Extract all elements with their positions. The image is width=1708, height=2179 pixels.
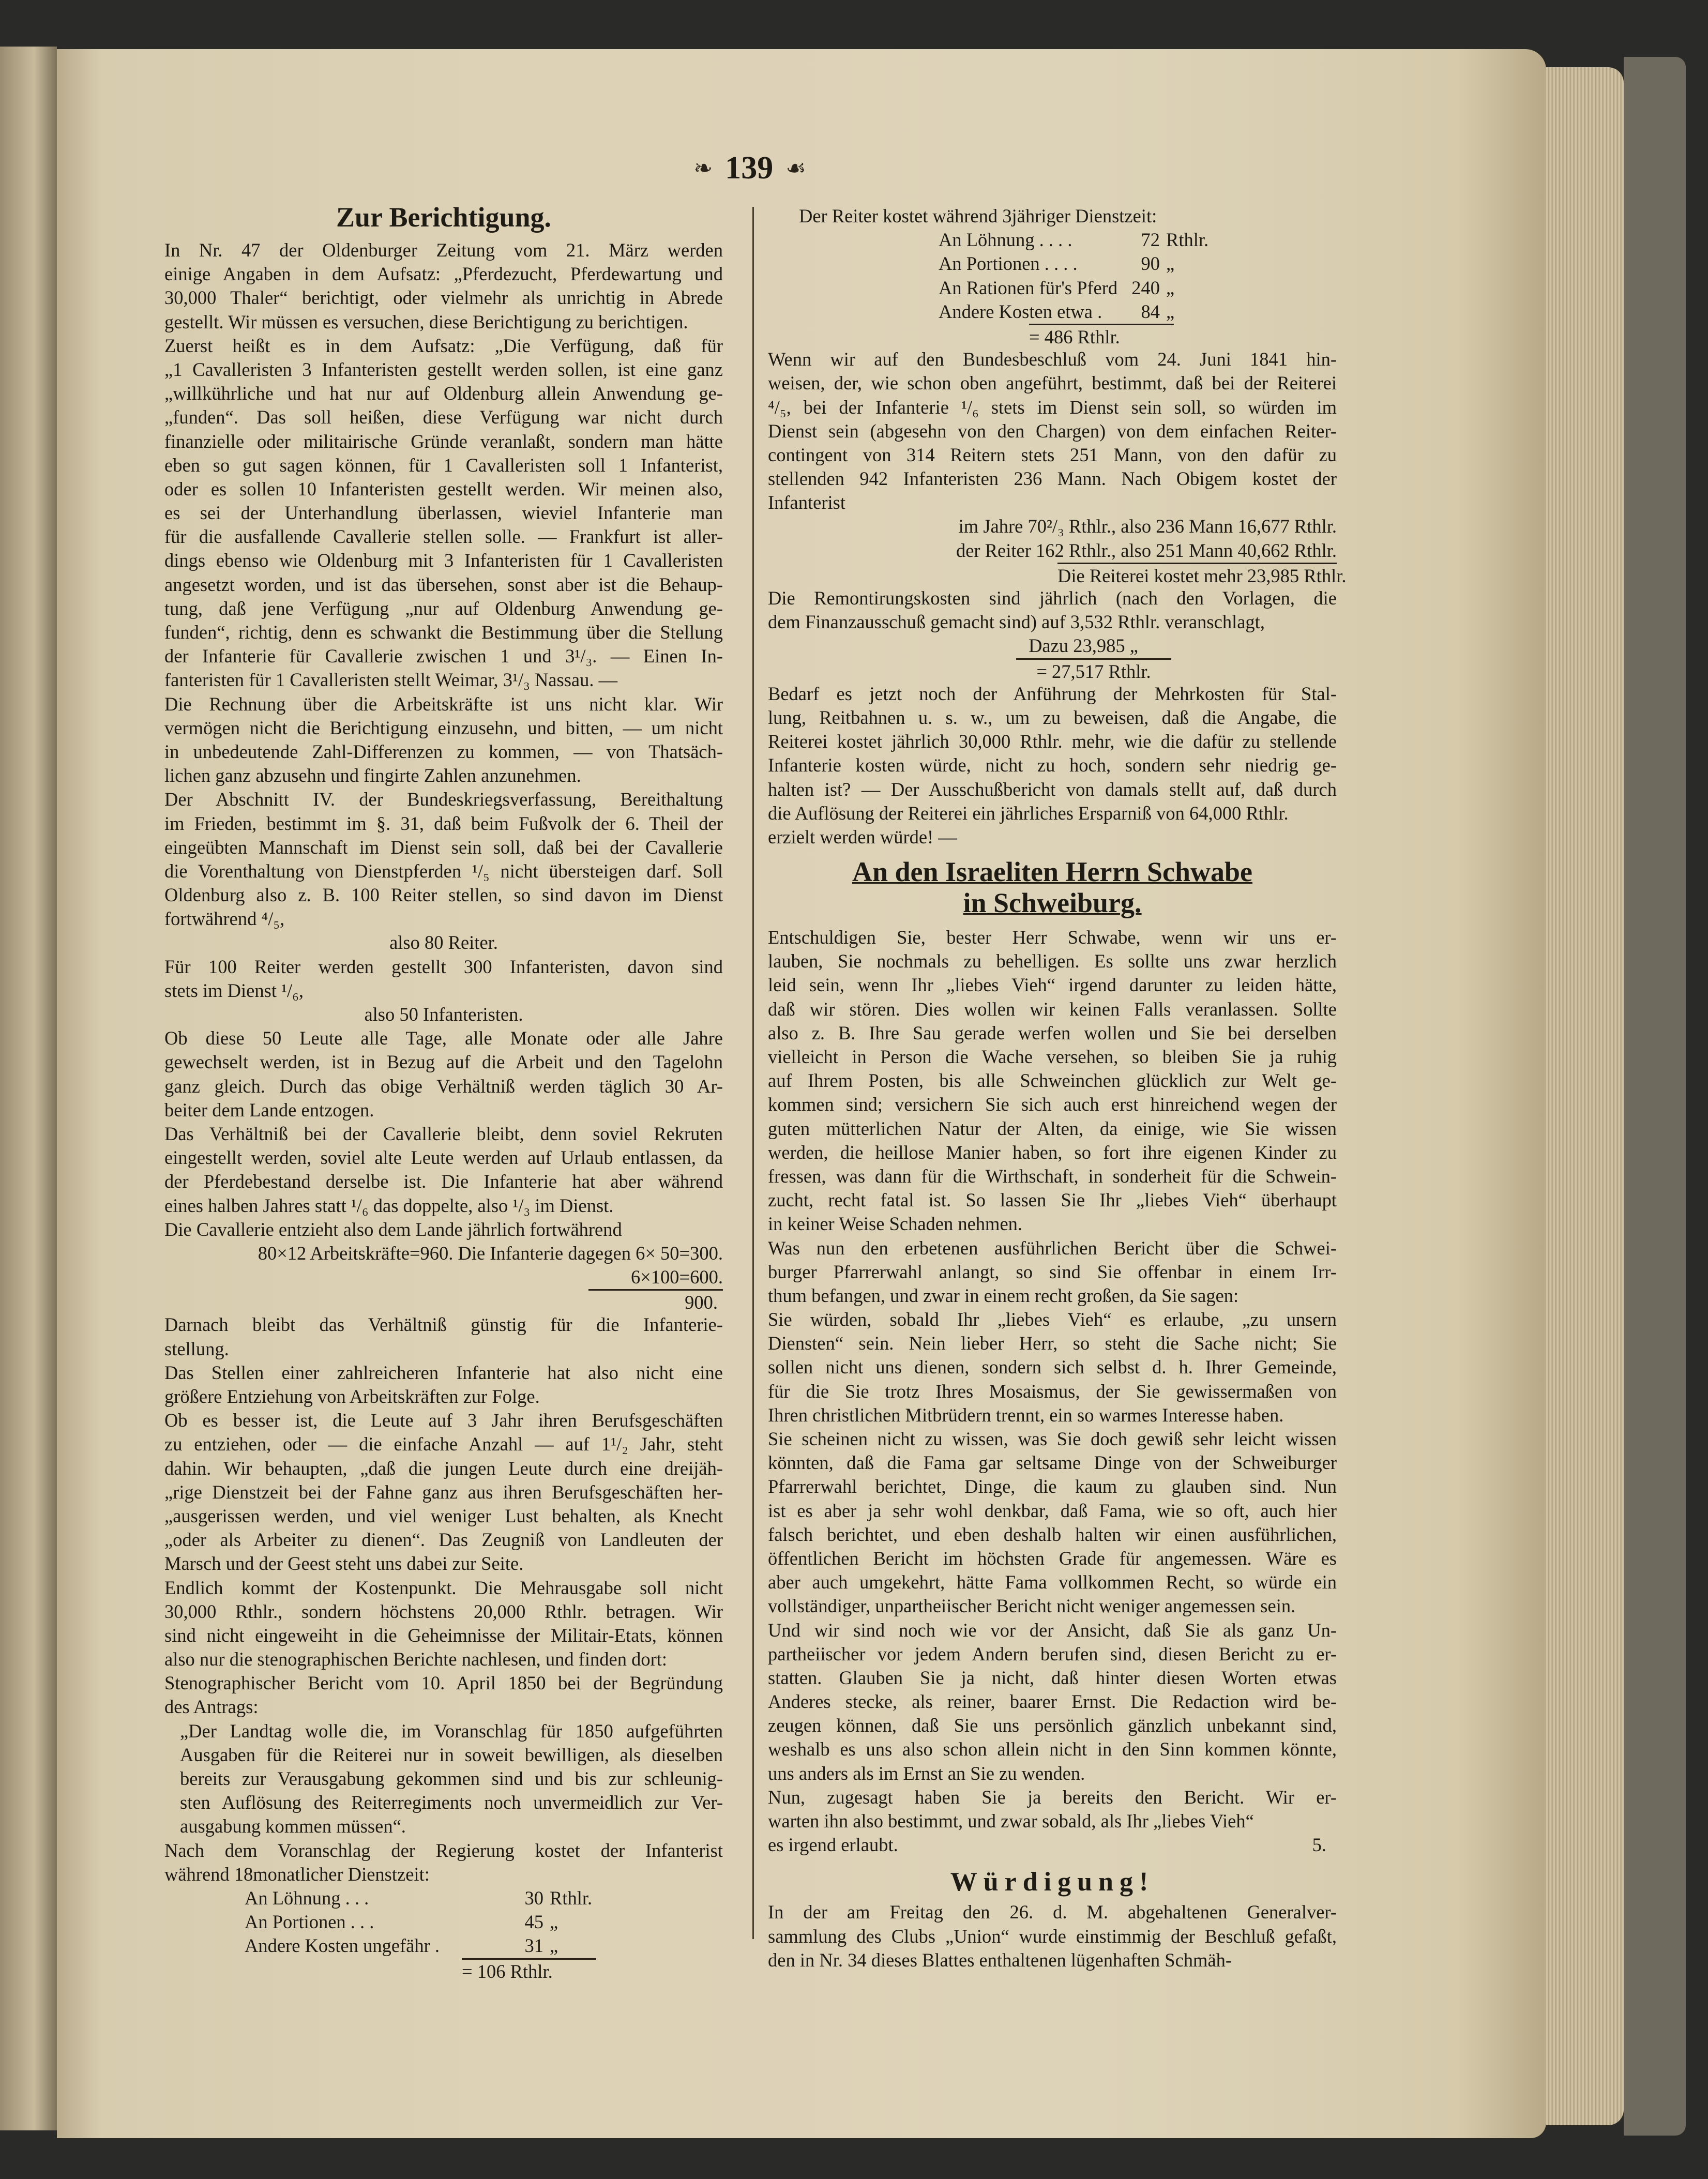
text-line: gestellt. Wir müssen es versuchen, diese Berichtigung zu berichtigen. xyxy=(164,311,688,332)
text-line-end: es irgend erlaubt. xyxy=(768,1834,898,1856)
text-line: fanteristen für 1 Cavalleristen stellt Weimar, 3¹/₃ Nassau. — xyxy=(164,669,618,691)
text-line: falsch berichtet, und eben deshalb halten wir einen ausführlichen, xyxy=(768,1523,1337,1545)
text-line: Darnach bleibt das Verhältniß günstig für die Infanterie- xyxy=(164,1314,723,1336)
text-line: vielleicht in Person die Wache versehen, so bleiben Sie ja ruhig xyxy=(768,1046,1337,1067)
text-line: leid sein, wenn Ihr „liebes Vieh“ irgend darunter zu leiden hätte, xyxy=(768,974,1337,996)
text-line: daß wir stören. Dies wollen wir keinen Falls veranlassen. Sollte xyxy=(768,998,1337,1020)
text-line: auf Ihrem Posten, bis alle Schweinchen glücklich zur Welt ge- xyxy=(768,1070,1337,1092)
text-line: contingent von 314 Reitern stets 251 Mann, von den dafür zu xyxy=(768,444,1337,465)
text-line: vollständiger, unpartheiischer Bericht nicht weniger angemessen sein. xyxy=(768,1595,1296,1617)
text-line: Nun, zugesagt haben Sie ja bereits den Bericht. Wir er- xyxy=(768,1786,1337,1808)
quoted-resolution xyxy=(164,1719,723,1839)
text-line: stellenden 942 Infanteristen 236 Mann. Nach Obigem kostet der xyxy=(768,468,1337,490)
text-line: 30,000 Rthlr., sondern höchstens 20,000 Rthlr. betragen. Wir xyxy=(164,1600,723,1622)
text-line: „1 Cavalleristen 3 Infanteristen gestellt werden sollen, ist eine ganz xyxy=(164,358,723,380)
text-line: fortwährend ⁴/₅, xyxy=(164,908,285,930)
text-line: Dienst sein (abgesehn von den Chargen) von dem einfachen Reiter- xyxy=(768,420,1337,442)
text-line xyxy=(768,1833,1337,1857)
text-line: der Infanterie für Cavallerie zwischen 1 und 3¹/₃. — Einen In- xyxy=(164,645,723,667)
text-line: Für 100 Reiter werden gestellt 300 Infanteristen, davon sind xyxy=(164,956,723,977)
text-line: Ob diese 50 Leute alle Tage, alle Monate oder alle Jahre xyxy=(164,1027,723,1049)
text-line: also 80 Reiter. xyxy=(389,932,498,954)
text-line: also z. B. Ihre Sau gerade werfen wollen und Sie bei derselben xyxy=(768,1022,1337,1043)
text-line: „funden“. Das soll heißen, diese Verfügung war nicht durch xyxy=(164,406,723,428)
ornament-left-icon: ❧ xyxy=(693,155,713,181)
article-title-berichtigung: Zur Berichtigung. xyxy=(336,202,552,233)
text-line: „rige Dienstzeit bei der Fahne ganz aus ihren Berufsgeschäften her- xyxy=(164,1481,723,1503)
text-line: den in Nr. 34 dieses Blattes enthaltenen lügenhaften Schmäh- xyxy=(768,1949,1232,1971)
text-line: während 18monatlicher Dienstzeit: xyxy=(164,1863,430,1885)
article-text-block xyxy=(164,238,723,931)
infantry-cost-total: = 106 Rthlr. xyxy=(462,1958,596,1982)
text-line: im Frieden, bestimmt im §. 31, daß beim Fußvolk der 6. Theil der xyxy=(164,812,723,834)
text-line: Ausgaben für die Reiterei nur in soweit bewilligen, als dieselben xyxy=(180,1744,723,1765)
text-line: Reiterei kostet jährlich 30,000 Rthlr. mehr, wie die dafür zu stellende xyxy=(768,731,1337,752)
text-line: Sie würden, sobald Ihr „liebes Vieh“ es erlaube, „zu unsern xyxy=(768,1309,1337,1330)
infantry-cost-table xyxy=(245,1886,723,1958)
text-line: warten ihn also bestimmt, und zwar sobald, als Ihr „liebes Vieh“ xyxy=(768,1810,1254,1832)
article-text-block xyxy=(768,926,1337,1833)
text-line: zucht, recht fatal ist. So lassen Sie Ihr „liebes Vieh“ überhaupt xyxy=(768,1189,1337,1211)
cost-unit: „ xyxy=(550,1911,558,1933)
cost-value: 30 xyxy=(524,1887,543,1909)
article-text-block xyxy=(164,1313,723,1719)
text-line: „ausgerissen werden, und viel weniger Lust behalten, als Knecht xyxy=(164,1505,723,1526)
calculation-line: 6×100=600. xyxy=(630,1266,723,1288)
text-line: des Antrags: xyxy=(164,1696,259,1718)
text-line: also 50 Infanteristen. xyxy=(364,1004,523,1025)
cost-value: 31 xyxy=(524,1935,543,1957)
cavalry-cost-total: = 486 Rthlr. xyxy=(1029,324,1174,347)
text-line: finanzielle oder militairische Gründe veranlaßt, sondern man hätte xyxy=(164,430,723,452)
page-number: 139 xyxy=(725,150,774,186)
text-line: größere Entziehung von Arbeitskräften zur Folge. xyxy=(164,1386,540,1407)
article-text-block xyxy=(164,1839,723,1886)
cost-label: An Löhnung . . . . xyxy=(939,229,1072,251)
cavalry-cost-table xyxy=(939,228,1337,324)
text-line: einige Angaben in dem Aufsatz: „Pferdezucht, Pferdewartung und xyxy=(164,263,723,285)
text-line: Diensten“ sein. Nein lieber Herr, so steht die Sache nicht; Sie xyxy=(768,1333,1337,1354)
text-line: sten Auflösung des Reiterregiments noch unvermeidlich zur Ver- xyxy=(180,1792,723,1813)
text-line: erzielt werden würde! — xyxy=(768,826,957,848)
column-divider xyxy=(752,207,754,1939)
text-line: die Auflösung der Reiterei ein jährliches Ersparniß von 64,000 Rthlr. xyxy=(768,802,1289,824)
cost-value: 240 xyxy=(1131,277,1160,298)
cost-unit: Rthlr. xyxy=(550,1887,593,1909)
cost-unit: „ xyxy=(550,1935,558,1957)
cost-unit: „ xyxy=(1166,300,1175,322)
cost-value: 45 xyxy=(524,1911,543,1933)
text-line: also nur die stenographischen Berichte nachlesen, und finden dort: xyxy=(164,1648,668,1670)
cost-label: An Rationen für's Pferd xyxy=(939,277,1118,298)
text-line: eben so gut sagen können, für 1 Cavalleristen soll 1 Infanterist, xyxy=(164,454,723,476)
text-line: Marsch und der Geest steht uns dabei zur Seite. xyxy=(164,1553,524,1575)
text-line: weisen, der, wie schon oben angeführt, bestimmt, daß bei der Reiterei xyxy=(768,372,1337,394)
text-line: dings ebenso wie Oldenburg mit 3 Infanteristen für 1 Cavalleristen xyxy=(164,550,723,571)
text-line: Entschuldigen Sie, bester Herr Schwabe, wenn wir uns er- xyxy=(768,927,1337,948)
text-line: Sie scheinen nicht zu wissen, was Sie doch gewiß sehr leicht wissen xyxy=(768,1428,1337,1449)
text-line: funden“, richtig, denn es schwankt die Bestimmung über die Stellung xyxy=(164,622,723,643)
calculation-line: im Jahre 70²/₃ Rthlr., also 236 Mann 16,677 Rthlr. xyxy=(958,516,1337,537)
article-text-block xyxy=(164,1026,723,1242)
text-line: eines halben Jahres statt ¹/₆ das doppelte, also ¹/₃ im Dienst. xyxy=(164,1194,614,1216)
text-line: dahin. Wir behaupten, „daß die jungen Leute durch eine dreijäh- xyxy=(164,1457,723,1479)
article-title-israeliten: An den Israeliten Herrn Schwabe xyxy=(852,856,1252,888)
text-line: könnten, daß die Fama gar seltsame Dinge von der Schweiburger xyxy=(768,1452,1337,1474)
text-line: ist es aber ja sehr wohl denkbar, daß Fama, wie so oft, auch hier xyxy=(768,1500,1337,1521)
text-line: „Der Landtag wolle die, im Voranschlag für 1850 aufgeführten xyxy=(180,1720,723,1742)
text-line: „oder als Arbeiter zu dienen“. Das Zeugniß von Landleuten der xyxy=(164,1529,723,1551)
text-line: guten mütterlichen Natur der Alten, da einige, wie Sie wissen xyxy=(768,1117,1337,1139)
text-line: lichen ganz abzusehn und fingirte Zahlen anzunehmen. xyxy=(164,765,581,786)
cost-unit: Rthlr. xyxy=(1166,229,1209,251)
text-line: „willkührliche und hat nur auf Oldenburg allein Anwendung ge- xyxy=(164,383,723,404)
text-line: ganz gleich. Durch das obige Verhältniß werden täglich 30 Ar- xyxy=(164,1075,723,1097)
cost-value: 72 xyxy=(1141,229,1160,251)
cost-label: An Portionen . . . . xyxy=(939,253,1078,275)
text-line: Ob es besser ist, die Leute auf 3 Jahr ihren Berufsgeschäften xyxy=(164,1410,723,1431)
text-line: beiter dem Lande entzogen. xyxy=(164,1099,374,1121)
text-line: eingestellt werden, soviel alte Leute werden auf Urlaub entlassen, da xyxy=(164,1147,723,1169)
text-line: Endlich kommt der Kostenpunkt. Die Mehrausgabe soll nicht xyxy=(164,1577,723,1598)
text-line: Zuerst heißt es in dem Aufsatz: „Die Verfügung, daß für xyxy=(164,335,723,356)
text-line: zeugen können, daß Sie uns persönlich gänzlich unbekannt sind, xyxy=(768,1715,1337,1736)
cost-value: 84 xyxy=(1141,300,1160,322)
text-line: fressen, was dann für die Wirthschaft, in sonderheit für die Schwein- xyxy=(768,1165,1337,1187)
calculation-line: 80×12 Arbeitskräfte=960. Die Infanterie dagegen 6× 50=300. xyxy=(258,1242,723,1264)
facing-page-edge xyxy=(0,47,57,2130)
text-line: aber auch umgekehrt, hätte Fama vollkommen Recht, so würde ein xyxy=(768,1571,1337,1593)
cost-label: An Löhnung . . . xyxy=(245,1887,369,1909)
text-line: für die ausfallende Cavallerie stellen solle. — Frankfurt ist aller- xyxy=(164,526,723,548)
page-stack-edge xyxy=(1546,67,1624,2125)
article-text-block xyxy=(768,682,1337,849)
text-line: es sei der Unterhandlung überlassen, wieviel Infanterie man xyxy=(164,502,723,524)
text-line: die Vorenthaltung von Dienstpferden ¹/₅ nicht übersteigen darf. Soll xyxy=(164,860,723,882)
text-line: ausgabung kommen müssen“. xyxy=(180,1815,406,1837)
text-line: Anderes stecke, als reiner, baarer Ernst. Die Redaction wird be- xyxy=(768,1691,1337,1713)
text-line: sollen nicht uns dienen, sondern sich selbst d. h. Ihrer Gemeinde, xyxy=(768,1356,1337,1378)
ornament-right-icon: ☙ xyxy=(785,155,806,181)
text-line: tung, daß jene Verfügung „nur auf Oldenburg Anwendung ge- xyxy=(164,597,723,619)
right-column xyxy=(768,204,1347,1972)
text-line: burger Pfarrerwahl anlangt, so sind Sie offenbar in einem Irr- xyxy=(768,1261,1337,1282)
text-line: oder es sollen 10 Infanteristen gestellt werden. Wir meinen also, xyxy=(164,478,723,500)
text-line: angesetzt worden, und ist das übersehen, sonst aber ist die Behaup- xyxy=(164,573,723,595)
text-line: Der Abschnitt IV. der Bundeskriegsverfassung, Bereithaltung xyxy=(164,789,723,810)
text-line: Stenographischer Bericht vom 10. April 1850 bei der Begründung xyxy=(164,1672,723,1694)
text-line: gewechselt werden, ist in Bezug auf die Arbeit und den Tagelohn xyxy=(164,1051,723,1073)
text-line: der Pferdebestand derselbe ist. Die Infanterie hat aber während xyxy=(164,1171,723,1192)
calculation-line: der Reiter 162 Rthlr., also 251 Mann 40,662 Rthlr. xyxy=(956,539,1337,561)
text-line: partheiischer vor jedem Andern berufen sind, diesen Bericht zu er- xyxy=(768,1643,1337,1664)
text-line: stets im Dienst ¹/₆, xyxy=(164,979,304,1001)
text-line: bereits zur Verausgabung gekommen sind und bis zur schleunig- xyxy=(180,1768,723,1789)
text-line: werden, die heillose Manier haben, so fort ihre eigenen Kinder zu xyxy=(768,1141,1337,1163)
text-line: eingeübten Mannschaft im Dienst sein soll, daß bei der Cavallerie xyxy=(164,836,723,858)
text-line: Wenn wir auf den Bundesbeschluß vom 24. Juni 1841 hin- xyxy=(768,349,1337,370)
text-line: Der Reiter kostet während 3jähriger Dienstzeit: xyxy=(799,205,1157,226)
text-line: öffentlichen Bericht im höchsten Grade für angemessen. Wäre es xyxy=(768,1547,1337,1569)
book-cover xyxy=(1624,57,1686,2136)
text-line: lung, Reitbahnen u. s. w., um zu beweisen, daß die Angabe, die xyxy=(768,706,1337,728)
article-text-block xyxy=(768,347,1337,515)
author-signature: 5. xyxy=(1312,1834,1326,1856)
text-line: In Nr. 47 der Oldenburger Zeitung vom 21. März werden xyxy=(164,239,723,261)
article-title-schweiburg: in Schweiburg. xyxy=(963,887,1142,919)
page-header xyxy=(641,147,858,189)
text-line: halten ist? — Der Ausschußbericht von damals stellt auf, daß durch xyxy=(768,778,1337,800)
text-line: für die Sie trotz Ihres Mosaismus, der Sie gewissermaßen von xyxy=(768,1380,1337,1402)
text-line: Die Rechnung über die Arbeitskräfte ist uns nicht klar. Wir xyxy=(164,693,723,715)
text-line: kommen sind; versichern Sie sich auch erst hinreichend wegen der xyxy=(768,1094,1337,1115)
text-line: 30,000 Thaler“ berichtigt, oder vielmehr als unrichtig in Abrede xyxy=(164,287,723,309)
text-line: Die Cavallerie entzieht also dem Lande jährlich fortwährend xyxy=(164,1218,622,1240)
article-title-wuerdigung: Würdigung! xyxy=(950,1867,1155,1897)
text-line: Oldenburg also z. B. 100 Reiter stellen, so sind davon im Dienst xyxy=(164,884,723,906)
text-line: zu entziehen, oder — die einfache Anzahl — auf 1¹/₂ Jahr, steht xyxy=(164,1433,723,1455)
text-line: dem Finanzausschuß gemacht sind) auf 3,532 Rthlr. veranschlagt, xyxy=(768,611,1265,633)
calculation-line: Die Reiterei kostet mehr 23,985 Rthlr. xyxy=(1057,563,1337,586)
text-line: weshalb es uns also schon allein nicht in den Sinn kommen könnte, xyxy=(768,1738,1337,1760)
text-line: ⁴/₅, bei der Infanterie ¹/₆ stets im Dienst sein soll, so würden im xyxy=(768,396,1337,418)
article-text-block xyxy=(768,1900,1337,1972)
text-line: Nach dem Voranschlag der Regierung kostet der Infanterist xyxy=(164,1839,723,1861)
text-line: Ihren christlichen Mitbrüdern trennt, ein so warmes Interesse haben. xyxy=(768,1404,1284,1426)
text-line: Was nun den erbetenen ausführlichen Bericht über die Schwei- xyxy=(768,1237,1337,1259)
text-line: Die Remontirungskosten sind jährlich (nach den Vorlagen, die xyxy=(768,587,1337,609)
text-line: in keiner Weise Schaden nehmen. xyxy=(768,1213,1023,1235)
article-text-block xyxy=(768,586,1337,634)
cost-unit: „ xyxy=(1166,253,1175,275)
cost-label: Andere Kosten etwa . xyxy=(939,300,1102,322)
cost-label: Andere Kosten ungefähr . xyxy=(245,1935,440,1957)
left-column xyxy=(164,199,723,1982)
article-text-block xyxy=(164,955,723,1003)
text-line: vermögen nicht die Berichtigung einzusehn, und bitten, — um nicht xyxy=(164,717,723,738)
text-line: statten. Glauben Sie ja nicht, daß hinter diesen Worten etwas xyxy=(768,1667,1337,1688)
cost-unit: „ xyxy=(1166,277,1175,298)
text-line: Pfarrerwahl berichtet, Dinge, die kaum zu glauben sind. Nun xyxy=(768,1476,1337,1497)
cost-value: 90 xyxy=(1141,253,1160,275)
text-line: sind nicht eingeweiht in die Geheimnisse der Militair-Etats, können xyxy=(164,1624,723,1646)
text-line: uns anders als im Ernst an Sie zu wenden. xyxy=(768,1762,1085,1784)
calculation-line: Dazu 23,985 „ xyxy=(1029,635,1138,657)
text-line: lauben, Sie nochmals zu behelligen. Es sollte uns zwar herzlich xyxy=(768,950,1337,972)
text-line: thum befangen, und zwar in einem recht großen, da Sie sagen: xyxy=(768,1284,1239,1306)
calculation-sum: = 27,517 Rthlr. xyxy=(1016,658,1171,682)
text-line: stellung. xyxy=(164,1338,229,1359)
text-line: Bedarf es jetzt noch der Anführung der Mehrkosten für Stal- xyxy=(768,683,1337,704)
text-line: Infanterist xyxy=(768,492,845,513)
calculation-sum: 900. xyxy=(588,1289,723,1313)
text-line: in unbedeutende Zahl-Differenzen zu kommen, — von Thatsäch- xyxy=(164,740,723,762)
cost-label: An Portionen . . . xyxy=(245,1911,374,1933)
text-line: Und wir sind noch wie vor der Ansicht, daß Sie als ganz Un- xyxy=(768,1619,1337,1641)
text-line: sammlung des Clubs „Union“ wurde einstimmig der Beschluß gefaßt, xyxy=(768,1925,1337,1947)
text-line: Das Stellen einer zahlreicheren Infanterie hat also nicht eine xyxy=(164,1361,723,1383)
text-line: Infanterie kosten würde, nicht zu hoch, sondern sehr niedrig ge- xyxy=(768,754,1337,776)
text-line: In der am Freitag den 26. d. M. abgehaltenen Generalver- xyxy=(768,1901,1337,1923)
text-line: Das Verhältniß bei der Cavallerie bleibt, denn soviel Rekruten xyxy=(164,1123,723,1144)
